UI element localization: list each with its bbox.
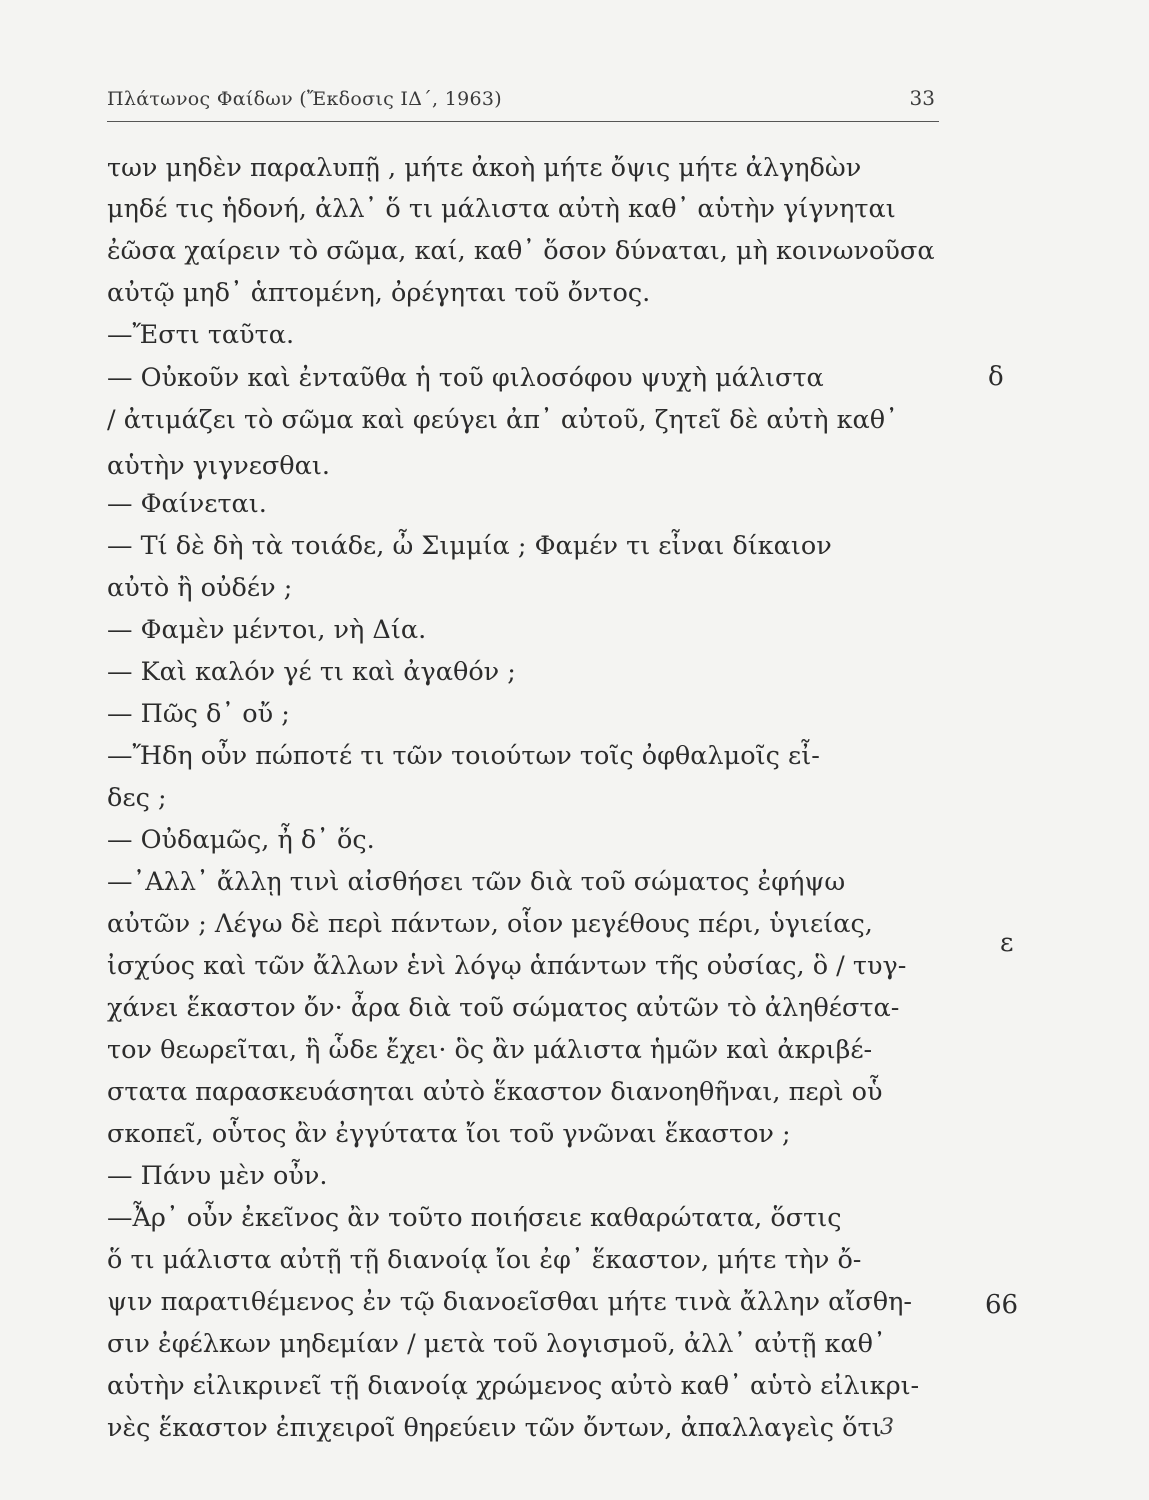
text-line: σιν ἐφέλκων μηδεμίαν / μετὰ τοῦ λογισμοῦ, ἀλλ᾽ αὐτῇ καθ᾽	[107, 1329, 886, 1359]
margin-note-epsilon: ε	[1000, 928, 1014, 958]
text-line: —Ἆρ᾽ οὖν ἐκεῖνος ἂν τοῦτο ποιήσειε καθαρώτατα, ὅστις	[107, 1203, 842, 1233]
text-line: δες ;	[107, 783, 167, 813]
text-line: —Ἔστι ταῦτα.	[107, 320, 295, 350]
page-number: 33	[909, 86, 935, 110]
text-line: — Πῶς δ᾽ οὔ ;	[107, 699, 290, 729]
text-line: / ἀτιμάζει τὸ σῶμα καὶ φεύγει ἀπ᾽ αὐτοῦ, ζητεῖ δὲ αὐτὴ καθ᾽	[107, 405, 898, 435]
text-line: τον θεωρεῖται, ἢ ὧδε ἔχει· ὃς ἂν μάλιστα ἡμῶν καὶ ἀκριβέ-	[107, 1035, 873, 1065]
margin-note-delta: δ	[988, 362, 1004, 392]
text-line: — Φαίνεται.	[107, 489, 267, 519]
text-line: ψιν παρατιθέμενος ἐν τῷ διανοεῖσθαι μήτε τινὰ ἄλλην αἴσθη-	[107, 1287, 913, 1317]
text-line: ἰσχύος καὶ τῶν ἄλλων ἑνὶ λόγῳ ἁπάντων τῆς οὐσίας, ὃ / τυγ-	[107, 951, 907, 981]
text-line: χάνει ἕκαστον ὄν· ἆρα διὰ τοῦ σώματος αὐτῶν τὸ ἀληθέστα-	[107, 993, 900, 1023]
text-line: αὐτῶν ; Λέγω δὲ περὶ πάντων, οἷον μεγέθους πέρι, ὑγιείας,	[107, 909, 873, 939]
text-line: — Καὶ καλόν γέ τι καὶ ἀγαθόν ;	[107, 657, 516, 687]
margin-note-stephanus: 66	[985, 1290, 1019, 1320]
text-line: αὐτὸ ἢ οὐδέν ;	[107, 573, 293, 603]
text-line: — Τί δὲ δὴ τὰ τοιάδε, ὦ Σιμμία ; Φαμέν τι εἶναι δίκαιον	[107, 531, 832, 561]
text-line: — Πάνυ μὲν οὖν.	[107, 1161, 328, 1191]
text-line: νὲς ἕκαστον ἐπιχειροῖ θηρεύειν τῶν ὄντων, ἀπαλλαγεὶς ὅτι	[107, 1413, 882, 1443]
text-line: σκοπεῖ, οὗτος ἂν ἐγγύτατα ἴοι τοῦ γνῶναι ἕκαστον ;	[107, 1119, 791, 1149]
text-line: — Οὐδαμῶς, ἦ δ᾽ ὅς.	[107, 825, 375, 855]
text-line: των μηδὲν παραλυπῇ , μήτε ἀκοὴ μήτε ὄψις μήτε ἀλγηδὼν	[107, 153, 862, 183]
text-line: μηδέ τις ἡδονή, ἀλλ᾽ ὅ τι μάλιστα αὐτὴ καθ᾽ αὑτὴν γίγνηται	[107, 194, 896, 224]
text-line: — Οὐκοῦν καὶ ἐνταῦθα ἡ τοῦ φιλοσόφου ψυχὴ μάλιστα	[107, 363, 824, 393]
text-line: — Φαμὲν μέντοι, νὴ Δία.	[107, 615, 427, 645]
text-line: —᾽Αλλ᾽ ἄλλῃ τινὶ αἰσθήσει τῶν διὰ τοῦ σώματος ἐφήψω	[107, 867, 846, 897]
running-head-title: Πλάτωνος Φαίδων (Ἔκδοσις ΙΔ΄, 1963)	[107, 88, 502, 110]
signature-mark: 3	[880, 1415, 894, 1440]
text-line: στατα παρασκευάσηται αὐτὸ ἕκαστον διανοηθῆναι, περὶ οὗ	[107, 1077, 883, 1107]
header-rule	[107, 121, 939, 122]
text-line: ἐῶσα χαίρειν τὸ σῶμα, καί, καθ᾽ ὅσον δύναται, μὴ κοινωνοῦσα	[107, 236, 935, 266]
text-line: αὑτὴν γιγνεσθαι.	[107, 451, 330, 481]
text-line: —Ἤδη οὖν πώποτέ τι τῶν τοιούτων τοῖς ὀφθαλμοῖς εἶ-	[107, 741, 820, 771]
text-line: αὐτῷ μηδ᾽ ἁπτομένη, ὀρέγηται τοῦ ὄντος.	[107, 278, 651, 308]
running-head	[107, 86, 939, 116]
text-line: ὅ τι μάλιστα αὐτῇ τῇ διανοίᾳ ἴοι ἐφ᾽ ἕκαστον, μήτε τὴν ὄ-	[107, 1245, 862, 1275]
text-line: αὑτὴν εἰλικρινεῖ τῇ διανοίᾳ χρώμενος αὐτὸ καθ᾽ αὑτὸ εἰλικρι-	[107, 1371, 920, 1401]
